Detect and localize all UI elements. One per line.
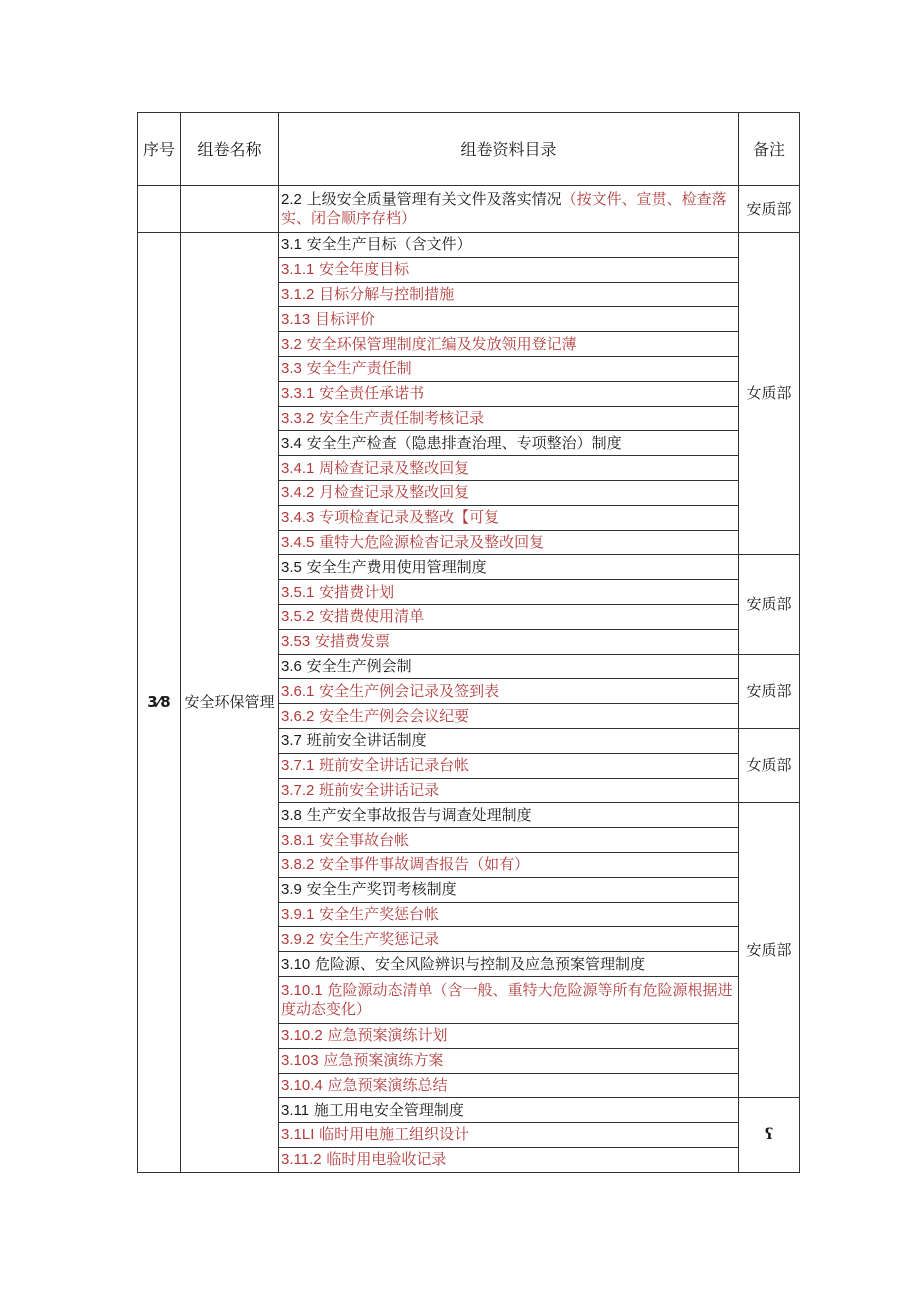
item-cell	[279, 778, 739, 803]
item-text: 安全生产奖罚考核制度	[306, 880, 457, 899]
note-cell: ʕ	[739, 1098, 800, 1172]
item-number: 3.8.2	[281, 856, 315, 874]
item-cell	[279, 307, 739, 332]
item-number: 3.6.1	[281, 682, 315, 700]
item-text: 目标评价	[314, 309, 375, 328]
item-text: 安全生产奖惩台帐	[319, 904, 440, 923]
item-number: 3.1	[281, 236, 302, 254]
header-row	[138, 113, 800, 186]
item-cell	[279, 654, 739, 679]
group-name-cell: 安全环保管理	[181, 233, 279, 1173]
item-number: 3.3.1	[281, 385, 315, 403]
item-number: 3.10	[281, 955, 311, 973]
item-number: 3.3.2	[281, 409, 315, 427]
header-name: 组卷名称	[181, 113, 279, 186]
item-text: 安全生产责任制	[306, 359, 412, 378]
item-text: 上级安全质量管理有关文件及落实情况	[306, 190, 562, 208]
item-text: 月检查记录及整改回复	[319, 483, 470, 502]
item-cell	[279, 1123, 739, 1148]
item-text: 周检查记录及整改回复	[319, 458, 470, 477]
item-cell	[279, 852, 739, 877]
item-number: 3.9	[281, 881, 302, 899]
item-number: 3.4.1	[281, 459, 315, 477]
item-text: 安全生产检查（隐患排查治理、专项整治）制度	[306, 433, 622, 452]
item-number: 3.11	[281, 1101, 310, 1119]
note-cell: 安质部	[739, 186, 800, 233]
item-text: 危险源动态清单（含一般、重特大危险源等所有危险源根据进度动态变化）	[281, 980, 733, 1018]
item-cell	[279, 381, 739, 406]
item-text: 重特大危险源检杳记录及整改回复	[319, 532, 545, 551]
item-number: 3.8	[281, 806, 302, 824]
archive-index-table	[137, 112, 800, 1173]
item-cell	[279, 257, 739, 282]
name-cell-empty	[181, 186, 279, 233]
note-cell: 安质部	[739, 803, 800, 1098]
item-cell	[279, 580, 739, 605]
item-text: 目标分解与控制措施	[319, 284, 455, 303]
item-cell	[279, 505, 739, 530]
item-number: 3.11.2	[281, 1151, 322, 1169]
item-text: 安全生产例会制	[306, 656, 412, 675]
item-cell	[279, 555, 739, 580]
item-cell	[279, 1073, 739, 1098]
item-number: 3.1LI	[281, 1126, 315, 1144]
item-number: 3.7	[281, 732, 302, 750]
item-cell	[279, 1147, 739, 1172]
item-text: 施工用电安全管理制度	[313, 1100, 464, 1119]
item-text: 班前安全讲话记录台帐	[319, 756, 470, 775]
item-number: 3.6.2	[281, 707, 315, 725]
item-number: 3.10.1	[281, 981, 323, 999]
item-text: 安措费计划	[319, 582, 395, 601]
item-cell	[279, 456, 739, 481]
item-text: 应急预案演练计划	[327, 1026, 448, 1045]
item-text: 安全生产例会记录及签到表	[319, 681, 500, 700]
item-cell	[279, 604, 739, 629]
item-cell	[279, 976, 739, 1023]
item-text: 安全生产例会会议纪要	[319, 706, 470, 725]
item-text: 安全生产目标（含文件）	[306, 235, 472, 254]
item-number: 3.9.1	[281, 905, 315, 923]
header-seq: 序号	[138, 113, 181, 186]
table-row	[138, 233, 800, 258]
item-number: 3.10.4	[281, 1076, 323, 1094]
item-cell	[279, 282, 739, 307]
item-number: 3.103	[281, 1052, 319, 1070]
item-text: 安全年度目标	[319, 260, 410, 279]
item-cell	[279, 629, 739, 654]
item-number: 3.53	[281, 633, 311, 651]
item-number: 3.3	[281, 360, 302, 378]
item-number: 3.7.2	[281, 781, 315, 799]
note-cell: 安质部	[739, 555, 800, 654]
item-text: 安措费使用清单	[319, 607, 425, 626]
item-text: 危险源、安全风险辨识与控制及应急预案管理制度	[314, 954, 645, 973]
note-cell: 女质部	[739, 728, 800, 802]
item-cell	[279, 530, 739, 555]
item-cell	[279, 480, 739, 505]
item-cell	[279, 728, 739, 753]
item-text: 安全责任承诺书	[319, 384, 425, 403]
item-number: 3.8.1	[281, 831, 315, 849]
item-cell	[279, 828, 739, 853]
item-number: 3.4	[281, 434, 302, 452]
item-cell	[279, 1098, 739, 1123]
item-text: 班前安全讲话制度	[306, 731, 427, 750]
item-text: 专项检查记录及整改【可复	[319, 508, 500, 527]
item-text: 安全生产奖惩记录	[319, 929, 440, 948]
item-cell	[279, 704, 739, 729]
item-cell	[279, 1048, 739, 1073]
table-row	[138, 186, 800, 233]
item-text: 应急预案演练总结	[327, 1075, 448, 1094]
item-text: 生产安全事故报告与调查处理制度	[306, 805, 532, 824]
item-number: 3.2	[281, 335, 302, 353]
item-cell	[279, 1023, 739, 1048]
seq-cell-empty	[138, 186, 181, 233]
note-cell: 女质部	[739, 233, 800, 555]
item-text: 应急预案演练方案	[323, 1051, 444, 1070]
item-cell	[279, 356, 739, 381]
item-cell	[279, 753, 739, 778]
item-number: 3.5	[281, 558, 302, 576]
item-number: 3.4.2	[281, 484, 315, 502]
item-number: 2.2	[281, 191, 302, 208]
item-cell	[279, 803, 739, 828]
item-cell	[279, 332, 739, 357]
item-text: 临时用电施工组织设计	[319, 1125, 470, 1144]
item-number: 3.1.2	[281, 285, 315, 303]
item-text-red: （按文件、宣贯、检查落实、闭合顺序存档）	[281, 190, 727, 227]
item-text: 安全事件事故调杳报告（如有）	[319, 855, 530, 874]
item-cell	[279, 431, 739, 456]
item-number: 3.5.2	[281, 608, 315, 626]
item-number: 3.1.1	[281, 261, 315, 279]
item-cell	[279, 233, 739, 258]
item-text: 安措费发票	[314, 632, 390, 651]
item-number: 3.4.3	[281, 509, 315, 527]
item-cell	[279, 877, 739, 902]
item-cell	[279, 406, 739, 431]
item-number: 3.4.5	[281, 533, 315, 551]
item-cell	[279, 927, 739, 952]
item-number: 3.9.2	[281, 930, 315, 948]
item-number: 3.13	[281, 310, 311, 328]
item-number: 3.7.1	[281, 757, 315, 775]
item-text: 安全生产费用使用管理制度	[306, 557, 487, 576]
item-cell	[279, 902, 739, 927]
item-number: 3.5.1	[281, 583, 315, 601]
item-text: 安全事故台帐	[319, 830, 410, 849]
item-cell	[279, 952, 739, 977]
note-cell: 安质部	[739, 654, 800, 728]
item-cell	[279, 186, 739, 233]
item-number: 3.10.2	[281, 1027, 323, 1045]
item-cell	[279, 679, 739, 704]
item-number: 3.6	[281, 657, 302, 675]
item-text: 安全环保管理制度汇编及发放领用登记薄	[306, 334, 577, 353]
seq-cell: 3⁄8	[138, 233, 181, 1173]
item-text: 安全生产责任制考核记录	[319, 408, 485, 427]
header-items: 组卷资料目录	[279, 113, 739, 186]
header-note: 备注	[739, 113, 800, 186]
item-text: 临时用电验收记录	[326, 1150, 447, 1169]
item-text: 班前安全讲话记录	[319, 780, 440, 799]
